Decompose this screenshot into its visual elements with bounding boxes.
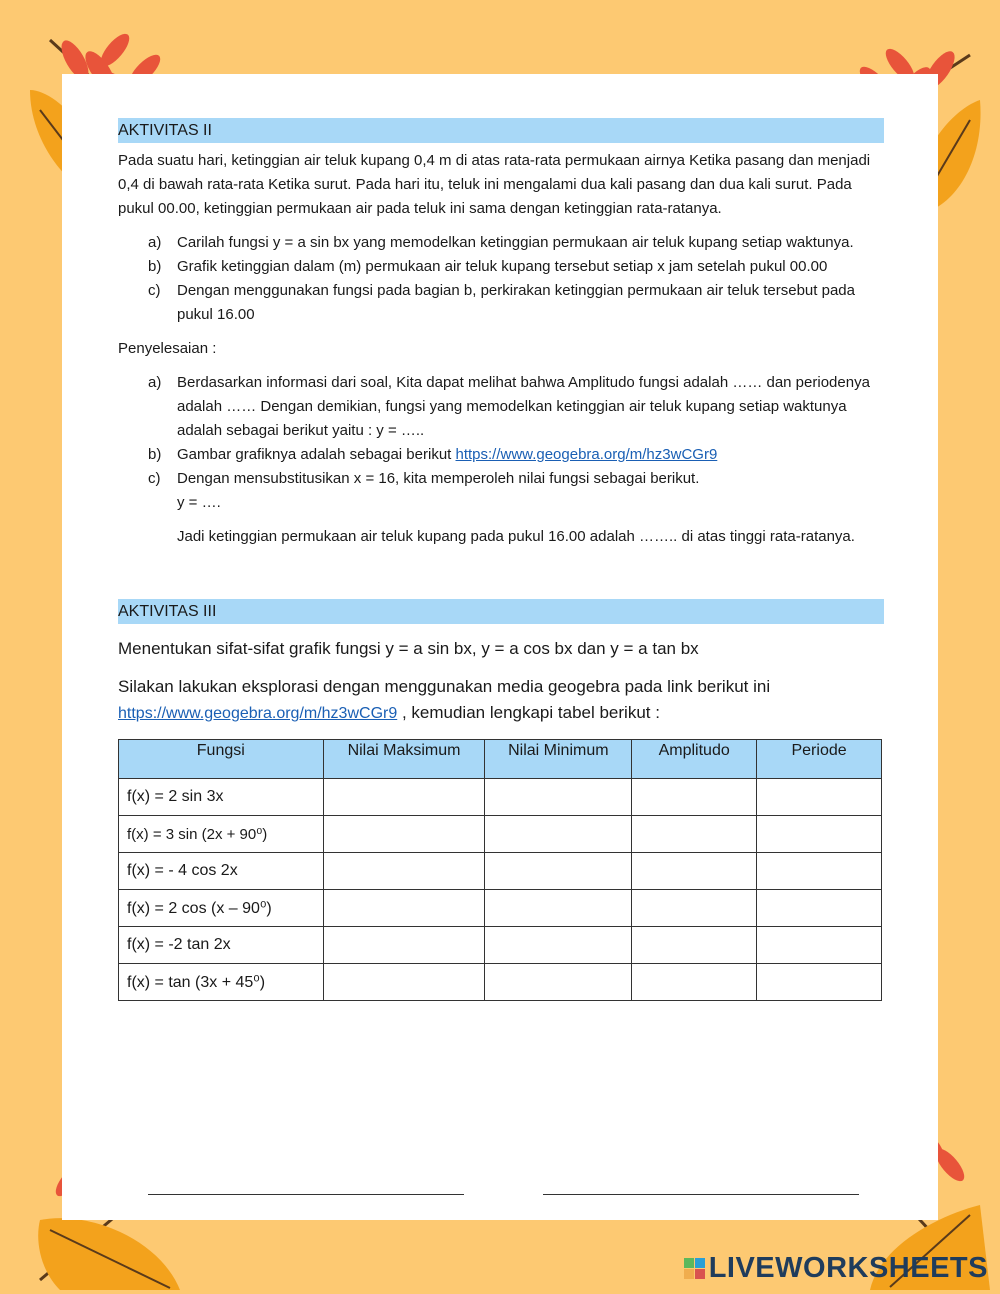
activity-2-intro: Pada suatu hari, ketinggian air teluk kupang 0,4 m di atas rata-rata permukaan airnya Ketika pasang dan menjadi 0,4 di bawah rata-rata Ketika surut. Pada hari itu, teluk ini mengalami dua kali pasang dan dua kali surut. Pada pukul 00.00, ketinggian permukaan air pada teluk ini sama dengan ketinggian rata-ratanya. <box>118 152 871 217</box>
header-periode: Periode <box>757 740 882 779</box>
activity-2-solutions <box>118 371 888 515</box>
answer-cell-amplitude[interactable] <box>632 816 757 853</box>
activity-3-heading: AKTIVITAS III <box>118 599 884 624</box>
question-c-text: Dengan menggunakan fungsi pada bagian b, perkirakan ketinggian permukaan air teluk tersebut pada pukul 16.00 <box>177 282 855 323</box>
answer-cell-amplitude[interactable] <box>632 927 757 964</box>
answer-cell-min[interactable] <box>485 779 632 816</box>
header-nilai-minimum: Nilai Minimum <box>485 740 632 779</box>
liveworksheets-brand <box>684 1252 988 1285</box>
answer-cell-period[interactable] <box>757 890 882 927</box>
answer-cell-max[interactable] <box>323 779 485 816</box>
function-cell: f(x) = -2 tan 2x <box>119 927 324 964</box>
table-row <box>119 964 882 1001</box>
header-nilai-maksimum: Nilai Maksimum <box>323 740 485 779</box>
list-marker: c) <box>148 282 161 299</box>
list-item <box>118 255 888 279</box>
answer-cell-period[interactable] <box>757 816 882 853</box>
activity-3-instruction <box>118 674 888 727</box>
answer-cell-period[interactable] <box>757 927 882 964</box>
signature-line-left <box>148 1194 464 1195</box>
list-marker: c) <box>148 470 161 487</box>
header-amplitudo: Amplitudo <box>632 740 757 779</box>
header-fungsi: Fungsi <box>119 740 324 779</box>
answer-cell-min[interactable] <box>485 890 632 927</box>
signature-line-right <box>543 1194 859 1195</box>
worksheet-page <box>62 74 938 1220</box>
answer-cell-amplitude[interactable] <box>632 853 757 890</box>
solution-a-text: Berdasarkan informasi dari soal, Kita dapat melihat bahwa Amplitudo fungsi adalah …… dan periodenya adalah …… Dengan demikian, fungsi yang memodelkan ketinggian air teluk kupang setiap waktunya adalah sebagai berikut yaitu : y = ….. <box>177 374 870 439</box>
geogebra-link[interactable]: https://www.geogebra.org/m/hz3wCGr9 <box>455 446 718 463</box>
activity-2-questions <box>118 231 888 327</box>
question-b-text: Grafik ketinggian dalam (m) permukaan air teluk kupang tersebut setiap x jam setelah pukul 00.00 <box>177 258 828 275</box>
geogebra-link-2[interactable]: https://www.geogebra.org/m/hz3wCGr9 <box>118 705 398 722</box>
conclusion-text: Jadi ketinggian permukaan air teluk kupang pada pukul 16.00 adalah …….. di atas tinggi rata-ratanya. <box>177 528 855 545</box>
list-marker: a) <box>148 374 162 391</box>
list-item <box>118 371 888 443</box>
answer-cell-min[interactable] <box>485 816 632 853</box>
worksheet-content <box>118 118 888 1001</box>
function-cell: f(x) = 3 sin (2x + 90⁰) <box>119 816 324 853</box>
answer-cell-max[interactable] <box>323 853 485 890</box>
activity-2-heading: AKTIVITAS II <box>118 118 884 143</box>
instruction-text: Silakan lakukan eksplorasi dengan menggunakan media geogebra pada link berikut ini <box>118 677 771 696</box>
answer-cell-period[interactable] <box>757 779 882 816</box>
instruction-tail: , kemudian lengkapi tabel berikut : <box>397 703 660 722</box>
list-item <box>118 231 888 255</box>
table-header-row <box>119 740 882 779</box>
table-row <box>119 927 882 964</box>
answer-cell-min[interactable] <box>485 853 632 890</box>
solution-b-text: Gambar grafiknya adalah sebagai berikut <box>177 446 456 463</box>
table-row <box>119 853 882 890</box>
table-row <box>119 779 882 816</box>
function-cell: f(x) = tan (3x + 45⁰) <box>119 964 324 1001</box>
activity-3-subtitle: Menentukan sifat-sifat grafik fungsi y = a sin bx, y = a cos bx dan y = a tan bx <box>118 639 699 658</box>
brand-text: LIVEWORKSHEETS <box>708 1252 988 1284</box>
solution-label: Penyelesaian : <box>118 340 217 357</box>
question-a-text: Carilah fungsi y = a sin bx yang memodelkan ketinggian permukaan air teluk kupang setiap waktunya. <box>177 234 854 251</box>
list-marker: b) <box>148 258 162 275</box>
list-marker: b) <box>148 446 162 463</box>
list-item <box>118 279 888 327</box>
answer-cell-amplitude[interactable] <box>632 964 757 1001</box>
answer-cell-max[interactable] <box>323 927 485 964</box>
properties-table <box>118 739 882 1001</box>
function-cell: f(x) = 2 cos (x – 90⁰) <box>119 890 324 927</box>
answer-cell-min[interactable] <box>485 927 632 964</box>
function-cell: f(x) = 2 sin 3x <box>119 779 324 816</box>
answer-cell-min[interactable] <box>485 964 632 1001</box>
answer-cell-max[interactable] <box>323 890 485 927</box>
answer-cell-period[interactable] <box>757 964 882 1001</box>
table-row <box>119 816 882 853</box>
answer-cell-period[interactable] <box>757 853 882 890</box>
answer-cell-max[interactable] <box>323 964 485 1001</box>
list-item <box>118 443 888 467</box>
liveworksheets-logo-icon <box>684 1258 705 1279</box>
answer-cell-amplitude[interactable] <box>632 890 757 927</box>
answer-cell-amplitude[interactable] <box>632 779 757 816</box>
list-marker: a) <box>148 234 162 251</box>
solution-c-text: Dengan mensubstitusikan x = 16, kita memperoleh nilai fungsi sebagai berikut. <box>177 470 700 487</box>
answer-cell-max[interactable] <box>323 816 485 853</box>
table-row <box>119 890 882 927</box>
list-item <box>118 467 888 515</box>
solution-c-answer: y = …. <box>177 494 221 511</box>
function-cell: f(x) = - 4 cos 2x <box>119 853 324 890</box>
